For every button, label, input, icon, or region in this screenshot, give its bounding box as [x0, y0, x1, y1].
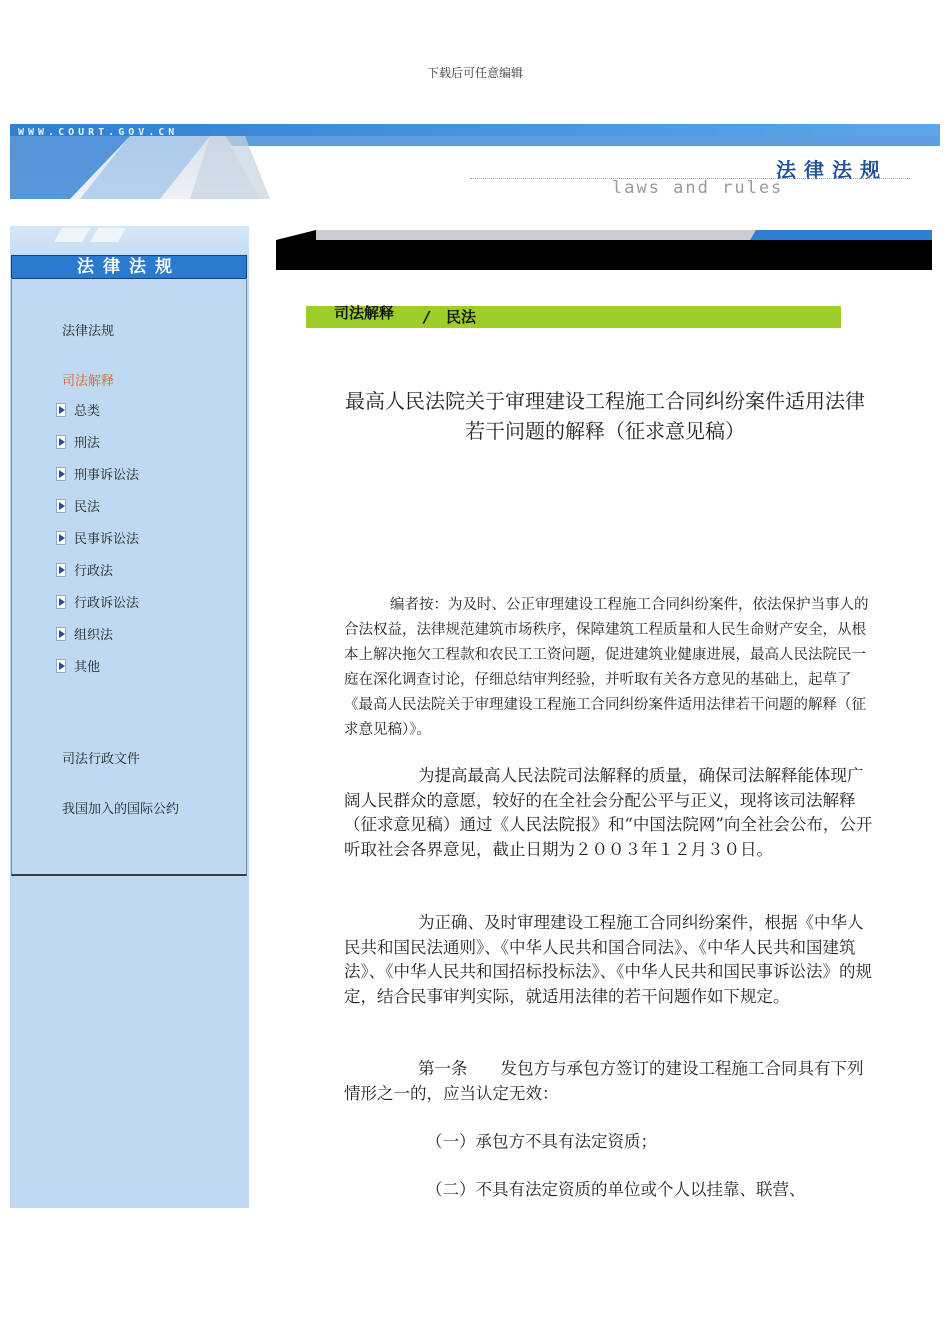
arrow-right-icon: [56, 531, 66, 545]
stripe-decoration: [90, 228, 126, 242]
sidebar-subitem-civil-law[interactable]: [56, 496, 100, 515]
sidebar-subitem-criminal-law[interactable]: [56, 432, 100, 451]
sidebar-subitem-criminal-procedure[interactable]: [56, 464, 139, 483]
sidebar-tab-decoration: [10, 226, 249, 254]
banner-title: 法律法规: [776, 158, 888, 182]
breadcrumb-section[interactable]: 司法解释: [334, 304, 395, 322]
sidebar-subitem-label: 其他: [74, 660, 101, 675]
sidebar-subitem-label: 组织法: [74, 628, 114, 643]
sidebar-link-judicial-admin-docs[interactable]: 司法行政文件: [62, 752, 141, 767]
top-note: 下载后可任意编辑: [426, 66, 523, 80]
breadcrumb-separator: /: [424, 308, 430, 326]
sidebar-nav: [11, 278, 247, 876]
sidebar-subitem-label: 刑事诉讼法: [74, 468, 140, 483]
sidebar-subitem-organization-law[interactable]: [56, 624, 113, 643]
arrow-right-icon: [56, 595, 66, 609]
sidebar-subitem-label: 行政诉讼法: [74, 596, 140, 611]
sidebar-subitem-general[interactable]: [56, 400, 100, 419]
article-title: 最高人民法院关于审理建设工程施工合同纠纷案件适用法律若干问题的解释（征求意见稿）: [345, 389, 865, 443]
article-paragraph: 为提高最高人民法院司法解释的质量，确保司法解释能体现广阔人民群众的意愿，较好的在全社会分配公平与正义，现将该司法解释（征求意见稿）通过《人民法院报》和“中国法院网”向全社会公布，公开听取社会各界意见，截止日期为２００３年１２月３０日。: [344, 766, 873, 859]
arrow-right-icon: [56, 403, 66, 417]
breadcrumb-category[interactable]: 民法: [446, 308, 477, 326]
arrow-right-icon: [56, 499, 66, 513]
arrow-right-icon: [56, 563, 66, 577]
sidebar-subitem-label: 民事诉讼法: [74, 532, 140, 547]
site-url[interactable]: WWW.COURT.GOV.CN: [18, 127, 179, 138]
sidebar-subitem-label: 行政法: [74, 564, 114, 579]
arrow-right-icon: [56, 435, 66, 449]
arrow-right-icon: [56, 659, 66, 673]
sidebar-header: 法律法规: [11, 255, 247, 279]
article-clause: 第一条 发包方与承包方签订的建设工程施工合同具有下列情形之一的，应当认定无效：: [344, 1059, 864, 1103]
sidebar-subitem-label: 民法: [74, 500, 101, 515]
sidebar-link-judicial-interpretation[interactable]: 司法解释: [62, 374, 115, 389]
sidebar: [10, 226, 249, 1208]
sidebar-subitem-label: 总类: [74, 404, 101, 419]
article-clause-item: （二）不具有法定资质的单位或个人以挂靠、联营、: [426, 1180, 806, 1199]
sidebar-link-intl-conventions[interactable]: 我国加入的国际公约: [62, 802, 180, 817]
arrow-right-icon: [56, 627, 66, 641]
header-bar-graphic: [276, 226, 932, 270]
editor-note: 编者按：为及时、公正审理建设工程施工合同纠纷案件，依法保护当事人的合法权益，法律规范建筑市场秩序，保障建筑工程质量和人民生命财产安全，从根本上解决拖欠工程款和农民工工资问题，促进建筑业健康进展，最高人民法院民一庭在深化调查讨论，仔细总结审判经验，并听取有关各方意见的基础上，起草了《最高人民法院关于审理建设工程施工合同纠纷案件适用法律若干问题的解释（征求意见稿）》。: [344, 597, 869, 738]
stripe-decoration: [54, 228, 90, 242]
content-header-bar: [276, 226, 932, 270]
article-clause-item: （一）承包方不具有法定资质；: [426, 1132, 657, 1151]
sidebar-link-laws[interactable]: 法律法规: [62, 324, 115, 339]
site-banner: [10, 124, 940, 199]
sidebar-subitem-administrative-procedure[interactable]: [56, 592, 139, 611]
sidebar-subitem-civil-procedure[interactable]: [56, 528, 139, 547]
sidebar-subitem-other[interactable]: [56, 656, 100, 675]
banner-subtitle: laws and rules: [612, 178, 784, 198]
breadcrumb: [306, 306, 841, 328]
arrow-right-icon: [56, 467, 66, 481]
sidebar-subitem-label: 刑法: [74, 436, 101, 451]
article-paragraph: 为正确、及时审理建设工程施工合同纠纷案件，根据《中华人民共和国民法通则》、《中华人民共和国合同法》、《中华人民共和国建筑法》、《中华人民共和国招标投标法》、《中华人民共和国民事诉讼法》的规定，结合民事审判实际，就适用法律的若干问题作如下规定。: [344, 913, 872, 1006]
sidebar-subitem-administrative-law[interactable]: [56, 560, 113, 579]
